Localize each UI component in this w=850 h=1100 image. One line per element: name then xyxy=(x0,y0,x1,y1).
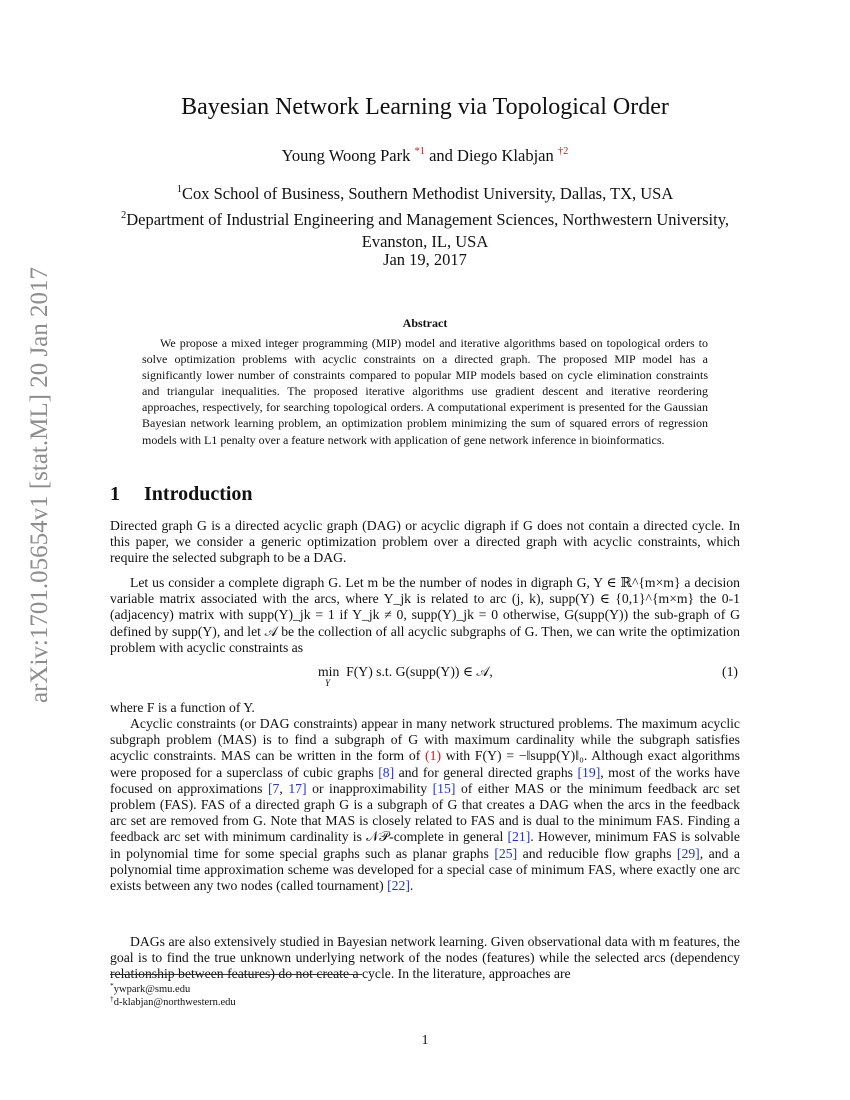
intro-paragraph-5: DAGs are also extensively studied in Bayesian network learning. Given observational data with m features, the goal is to find the true unknown underlying network of the nodes (features) while the selected arcs (dependency relationship between features) do not create a cycle. In the literature, approaches are xyxy=(110,934,740,982)
author-2-mark[interactable]: †2 xyxy=(557,146,569,157)
footnote-rule xyxy=(110,974,362,975)
para4-text-i: , and a polynomial time approximation scheme was developed for a special case of minimum FAS, where exactly one arc exists between any two nodes (called tournament) xyxy=(110,845,740,894)
section-heading xyxy=(110,483,253,506)
affiliation-1-sup: 1 xyxy=(176,184,182,195)
paper-date: Jan 19, 2017 xyxy=(383,250,467,269)
abstract-heading: Abstract xyxy=(402,316,448,330)
para4-text-a: Acyclic constraints (or DAG constraints) appear in many network structured problems. The maximum acyclic subgraph problem (MAS) is to find a subgraph of G with maximum cardinality while the subgraph satisfies acyclic constraints. MAS can be written in the form of xyxy=(110,716,740,764)
section-number: 1 xyxy=(110,483,120,505)
citation-19-link[interactable]: [19] xyxy=(577,764,601,780)
citation-29-link[interactable]: [29] xyxy=(676,845,700,861)
author-1-name: Young Woong Park xyxy=(281,146,415,165)
equation-min-subscript: Y xyxy=(325,678,331,688)
para4-text-d: , most of the works have focused on approximations xyxy=(110,764,740,796)
affiliation-2 xyxy=(110,205,740,253)
author-1-mark[interactable]: *1 xyxy=(414,146,425,157)
para4-comma: , xyxy=(279,780,289,796)
paper-title: Bayesian Network Learning via Topological Order xyxy=(181,94,669,120)
para4-text-j: . xyxy=(409,878,414,894)
author-line xyxy=(0,146,850,166)
citation-22-link[interactable]: [22] xyxy=(387,878,410,894)
arxiv-id-stamp: arXiv:1701.05654v1 [stat.ML] 20 Jan 2017 xyxy=(26,266,53,704)
equation-body xyxy=(318,664,493,680)
section-title: Introduction xyxy=(144,483,253,505)
arxiv-sidebar xyxy=(18,266,62,704)
affiliation-2-text: Department of Industrial Engineering and Management Sciences, Northwestern University, Evanston, IL, USA xyxy=(126,210,730,251)
footnote-1-email: ywpark@smu.edu xyxy=(113,984,191,995)
footnote-2 xyxy=(110,992,236,1009)
affiliation-1-text: Cox School of Business, Southern Methodist University, Dallas, TX, USA xyxy=(181,184,674,203)
affiliation-2-sup: 2 xyxy=(120,210,127,221)
para4-text-c: and for general directed graphs xyxy=(394,764,578,780)
para4-text-g: . However, minimum FAS is solvable in polynomial time for some special graphs such as planar graphs xyxy=(110,829,740,861)
intro-paragraph-2: Let us consider a complete digraph G. Let m be the number of nodes in digraph G, Y ∈ ℝ^{m×m} a decision variable matrix associated with the arcs, where Y_jk is related to arc (j, k), supp(Y) ∈ {0,1}^{m×m} the 0-1 (adjacency) matrix with supp(Y)_jk = 1 if Y_jk ≠ 0, supp(Y)_jk = 0 otherwise, G(supp(Y)) the sub-graph of G defined by supp(Y), and let 𝒜 be the collection of all acyclic subgraphs of G. Then, we can write the optimization problem with acyclic constraints as xyxy=(110,575,740,655)
intro-paragraph-1: Directed graph G is a directed acyclic graph (DAG) or acyclic digraph if G does not contain a directed cycle. In this paper, we consider a generic optimization problem over a directed graph with acyclic constraints, which require the selected subgraph to be a DAG. xyxy=(110,518,740,566)
citation-21-link[interactable]: [21] xyxy=(507,829,531,845)
para4-text-f: of either MAS or the minimum feedback arc set problem (FAS). FAS of a directed graph G is a subgraph of G that creates a DAG when the arcs in the feedback arc set are removed from G. Note that MAS is closely related to FAS and is dual to the minimum FAS. Finding a feedback arc set with minimum cardinality is 𝒩𝒫-complete in general xyxy=(110,780,740,845)
equation-1 xyxy=(110,664,740,688)
citation-25-link[interactable]: [25] xyxy=(494,845,518,861)
para4-text-h: and reducible flow graphs xyxy=(517,845,677,861)
citation-8-link[interactable]: [8] xyxy=(378,764,395,780)
citation-15-link[interactable]: [15] xyxy=(432,780,456,796)
intro-paragraph-4 xyxy=(110,716,740,894)
equation-min: min xyxy=(318,664,340,679)
abstract-text: We propose a mixed integer programming (MIP) model and iterative algorithms based on topological orders to solve optimization problems with acyclic constraints on a directed graph. The proposed MIP model has a significantly lower number of constraints compared to popular MIP models based on cycle elimination constraints and triangular inequalities. The proposed iterative algorithms use gradient descent and iterative reordering approaches, respectively, for searching topological orders. A computational experiment is presented for the Gaussian Bayesian network learning problem, an optimization problem minimizing the sum of squared errors of regression models with L1 penalty over a feature network with application of gene network inference in bioinformatics. xyxy=(142,336,708,447)
affiliation-1 xyxy=(110,179,740,205)
affiliations xyxy=(110,179,740,253)
footnote-2-email: d-klabjan@northwestern.edu xyxy=(113,997,236,1008)
para4-text-b: with F(Y) = −‖supp(Y)‖₀. Although exact algorithms were proposed for a superclass of cubic graphs xyxy=(110,748,740,780)
footnote-1-mark: * xyxy=(110,981,114,990)
equation-1-link[interactable]: (1) xyxy=(425,748,442,764)
footnote-2-mark: † xyxy=(110,994,114,1003)
para4-text-e: or inapproximability xyxy=(306,780,433,796)
equation-expression: F(Y) s.t. G(supp(Y)) ∈ 𝒜, xyxy=(346,664,493,679)
citation-17-link[interactable]: 17] xyxy=(288,780,307,796)
intro-paragraph-3: where F is a function of Y. xyxy=(110,700,255,715)
author-2-name: and Diego Klabjan xyxy=(424,146,558,165)
page-number: 1 xyxy=(421,1032,429,1047)
equation-number: (1) xyxy=(722,664,738,679)
citation-7-link[interactable]: [7 xyxy=(267,780,280,796)
